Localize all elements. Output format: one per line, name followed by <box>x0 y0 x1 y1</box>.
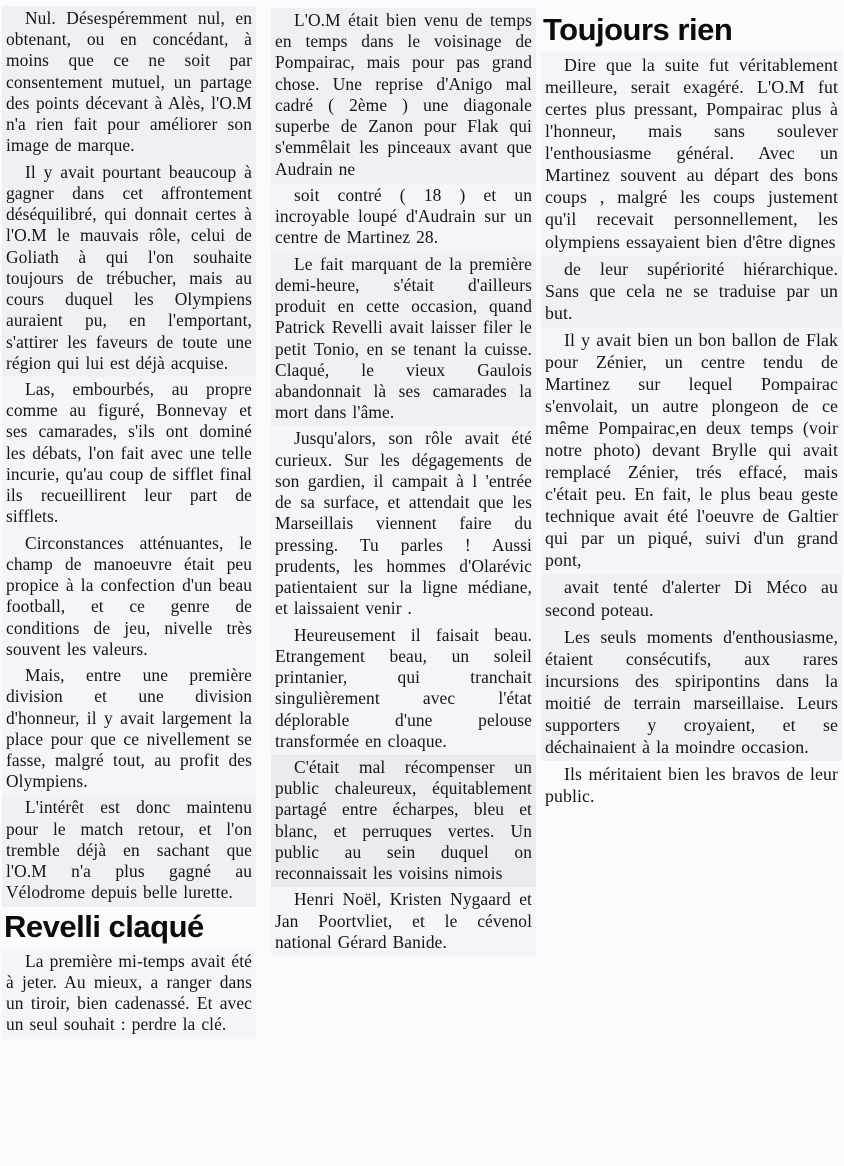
paragraph: Heureusement il faisait beau. Etrangement beau, un soleil printanier, qui tranchait singulièrement avec l'état déplorable d'une pelouse transformée en cloaque. <box>271 623 536 755</box>
paragraph: Ils méritaient bien les bravos de leur public. <box>545 763 838 806</box>
paragraph: Jusqu'alors, son rôle avait été curieux. Sur les dégagements de son gardien, il campait à l 'entrée de sa surface, et attendait que les Marseillais viennent faire du pressing. Tu parles ! Aussi prudents, les hommes d'Olarévic patientaient sur la ligne médiane, et laissaient venir . <box>271 426 536 622</box>
paragraph: Circonstances atténuantes, le champ de manoeuvre était peu propice à la confection d'un beau football, et ce genre de conditions de jeu, nivelle très souvent les valeurs. <box>2 531 256 663</box>
paragraph: Dire que la suite fut véritablement meilleure, serait exagéré. L'O.M fut certes plus pressant, Pompairac plus à l'honneur, mais sans soulever l'enthousiasme général. Avec un Martinez souvent au départ des bons coups , malgré les coups justement qu'il recevait personnellement, les olympiens essayaient bien d'être dignes <box>541 52 842 256</box>
article-column-left <box>2 0 256 1039</box>
section-heading-revelli-claque: Revelli claqué <box>4 908 204 944</box>
paragraph: L'O.M était bien venu de temps en temps dans le voisinage de Pompairac, mais pour pas grand chose. Une reprise d'Anigo mal cadré ( 2ème ) une diagonale superbe de Zanon pour Flak qui s'emmêlait les pinceaux avant que Audrain ne <box>271 8 536 183</box>
paragraph: C'était mal récompenser un public chaleureux, équitablement partagé entre écharpes, bleu et blanc, et perruques vertes. Un public au sein duquel on reconnaissait les voisins nimois <box>271 755 536 887</box>
paragraph: soit contré ( 18 ) et un incroyable loupé d'Audrain sur un centre de Martinez 28. <box>271 183 536 252</box>
paragraph: Il y avait pourtant beaucoup à gagner dans cet affrontement déséquilibré, qui donnait certes à l'O.M le mauvais rôle, celui de Goliath à qui l'on souhaite toujours de trébucher, mais au cours duquel les Olympiens auraient pu, en l'emportant, s'attirer les faveurs de toute une région qui lui est déjà acquise. <box>2 160 256 377</box>
article-column-middle <box>271 0 536 956</box>
paragraph: avait tenté d'alerter Di Méco au second poteau. <box>541 574 842 623</box>
paragraph: Nul. Désespéremment nul, en obtenant, ou en concédant, à moins que ce ne soit par consentement mutuel, un partage des points décevant à Alès, l'O.M n'a rien fait pour améliorer son image de marque. <box>2 6 256 160</box>
paragraph: Les seuls moments d'enthousiasme, étaient consécutifs, aux rares incursions des spiripontins dans la moitié de terrain marseillaise. Leurs supporters y croyaient, et se déchainaient à la moindre occasion. <box>541 624 842 761</box>
paragraph: Il y avait bien un bon ballon de Flak pour Zénier, un centre tendu de Martinez sur lequel Pompairac s'envolait, un autre plongeon de ce même Pompairac,en deux temps (voir notre photo) devant Brylle qui avait remplacé Zénier, trés effacé, mais c'était peu. En fait, le plus beau geste technique avait été l'oeuvre de Galtier qui par un piqué, suivi d'un grand pont, <box>541 327 842 575</box>
paragraph: Le fait marquant de la première demi-heure, s'était d'ailleurs produit en cette occasion, quand Patrick Revelli avait laisser filer le petit Tonio, en se tenant la cuisse. Claqué, le vieux Gaulois abandonnait là ses camarades la mort dans l'âme. <box>271 252 536 427</box>
paragraph: L'intérêt est donc maintenu pour le match retour, et l'on tremble déjà en sachant que l'O.M n'a plus gagné au Vélodrome depuis belle lurette. <box>2 795 256 906</box>
paragraph: La première mi-temps avait été à jeter. Au mieux, a ranger dans un tiroir, bien cadenassé. Et avec un seul souhait : perdre la clé. <box>2 949 256 1039</box>
section-heading-toujours-rien: Toujours rien <box>543 12 733 47</box>
paragraph: Mais, entre une première division et une division d'honneur, il y avait largement la place pour que ce nivellement se fasse, malgré tout, au profit des Olympiens. <box>2 663 256 795</box>
paragraph: de leur supériorité hiérarchique. Sans que cela ne se traduise par un but. <box>541 256 842 327</box>
paragraph: Henri Noël, Kristen Nygaard et Jan Poortvliet, et le cévenol national Gérard Banide. <box>271 887 536 956</box>
article-column-right <box>541 0 842 810</box>
paragraph: Las, embourbés, au propre comme au figuré, Bonnevay et ses camarades, s'ils ont dominé les débats, l'on fait avec une telle incurie, qu'au coup de sifflet final ils recueillirent leur part de sifflets. <box>2 377 256 531</box>
